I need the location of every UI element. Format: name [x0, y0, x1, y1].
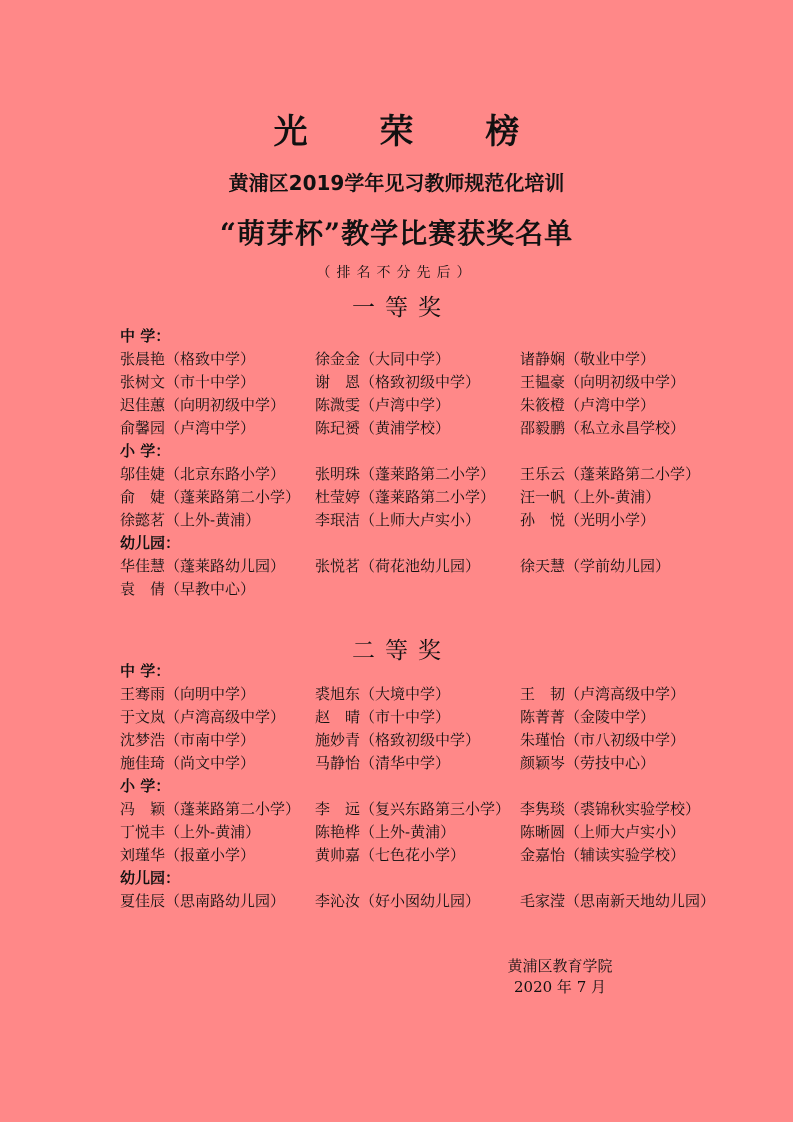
winner-entry: 施妙青（格致初级中学） [315, 731, 481, 749]
winner-entry: 沈梦浩（市南中学） [120, 731, 256, 749]
winner-entry: 金嘉怡（辅读实验学校） [520, 846, 686, 864]
table-row [120, 486, 760, 509]
issuing-organization: 黄浦区教育学院 [507, 957, 613, 975]
winner-entry: 陈艳桦（上外-黄浦） [315, 823, 456, 841]
table-row [120, 417, 760, 440]
winner-entry: 迟佳蕙（向明初级中学） [120, 396, 286, 414]
winner-entry: 王 韧（卢湾高级中学） [520, 685, 686, 703]
winner-entry: 冯 颖（蓬莱路第二小学） [120, 800, 301, 818]
winner-entry: 黄帅嘉（七色花小学） [315, 846, 466, 864]
winner-entry: 王乐云（蓬莱路第二小学） [520, 465, 701, 483]
winner-entry: 颜颖岑（劳技中心） [520, 754, 656, 772]
winner-entry: 刘瑾华（报童小学） [120, 846, 256, 864]
winner-entry: 赵 晴（市十中学） [315, 708, 451, 726]
winner-entry: 张晨艳（格致中学） [120, 350, 256, 368]
table-row [120, 844, 760, 867]
winner-entry: 毛家滢（思南新天地幼儿园） [520, 892, 716, 910]
winner-entry: 袁 倩（早教中心） [120, 580, 256, 598]
page-title: 光 荣 榜 [273, 112, 550, 152]
winner-entry: 张树文（市十中学） [120, 373, 256, 391]
winner-entry: 王骞雨（向明中学） [120, 685, 256, 703]
winner-entry: 俞馨园（卢湾中学） [120, 419, 256, 437]
second-prize-section [120, 660, 760, 913]
list-heading: “萌芽杯”教学比赛获奖名单 [219, 217, 574, 250]
winner-entry: 朱筱橙（卢湾中学） [520, 396, 656, 414]
category-label: 中 学： [120, 327, 171, 345]
issue-date: 2020 年 7 月 [513, 978, 607, 996]
winner-entry: 邵毅鹏（私立永昌学校） [520, 419, 686, 437]
winner-entry: 李珉洁（上师大卢实小） [315, 511, 481, 529]
table-row [120, 683, 760, 706]
winner-entry: 徐天慧（学前幼儿园） [520, 557, 671, 575]
table-row [120, 371, 760, 394]
category-label: 中 学： [120, 662, 171, 680]
second-prize-title: 二等奖 [352, 638, 451, 664]
first-prize-section [120, 325, 760, 601]
table-row [120, 555, 760, 578]
table-row [120, 729, 760, 752]
winner-entry: 邬佳婕（北京东路小学） [120, 465, 286, 483]
table-row [120, 821, 760, 844]
winner-entry: 谢 恩（格致初级中学） [315, 373, 481, 391]
winner-entry: 马静怡（清华中学） [315, 754, 451, 772]
table-row [120, 348, 760, 371]
table-row [120, 394, 760, 417]
winner-entry: 丁悦丰（上外-黄浦） [120, 823, 261, 841]
ranking-note: （排名不分先后） [316, 265, 477, 281]
winner-entry: 孙 悦（光明小学） [520, 511, 656, 529]
category-label: 幼儿园： [120, 534, 181, 552]
winner-entry: 张明珠（蓬莱路第二小学） [315, 465, 496, 483]
winner-entry: 徐懿茗（上外-黄浦） [120, 511, 261, 529]
winner-entry: 陈晰圆（上师大卢实小） [520, 823, 686, 841]
winner-entry: 施佳琦（尚文中学） [120, 754, 256, 772]
first-prize-title: 一等奖 [352, 295, 451, 321]
category-label: 小 学： [120, 777, 171, 795]
table-row [120, 463, 760, 486]
winner-entry: 杜莹婷（蓬莱路第二小学） [315, 488, 496, 506]
winner-entry: 陈溦雯（卢湾中学） [315, 396, 451, 414]
winner-entry: 汪一帆（上外-黄浦） [520, 488, 661, 506]
winner-entry: 李隽琰（裘锦秋实验学校） [520, 800, 701, 818]
category-label: 小 学： [120, 442, 171, 460]
winner-entry: 俞 婕（蓬莱路第二小学） [120, 488, 301, 506]
category-label: 幼儿园： [120, 869, 181, 887]
winner-entry: 诸静娴（敬业中学） [520, 350, 656, 368]
winner-entry: 王韫豪（向明初级中学） [520, 373, 686, 391]
winner-entry: 裘旭东（大境中学） [315, 685, 451, 703]
table-row [120, 706, 760, 729]
winner-entry [520, 578, 760, 601]
winner-entry: 李 远（复兴东路第三小学） [315, 800, 511, 818]
winner-entry: 李沁汝（好小囡幼儿园） [315, 892, 481, 910]
winner-entry [315, 578, 520, 601]
winner-entry: 夏佳辰（思南路幼儿园） [120, 892, 286, 910]
winner-entry: 朱瑾怡（市八初级中学） [520, 731, 686, 749]
table-row [120, 752, 760, 775]
page-subtitle: 黄浦区2019学年见习教师规范化培训 [228, 171, 565, 195]
table-row [120, 509, 760, 532]
winner-entry: 徐金金（大同中学） [315, 350, 451, 368]
table-row [120, 578, 760, 601]
winner-entry: 陈菁菁（金陵中学） [520, 708, 656, 726]
winner-entry: 于文岚（卢湾高级中学） [120, 708, 286, 726]
winner-entry: 陈玘赟（黄浦学校） [315, 419, 451, 437]
table-row [120, 798, 760, 821]
winner-entry: 张悦茗（荷花池幼儿园） [315, 557, 481, 575]
winner-entry: 华佳慧（蓬莱路幼儿园） [120, 557, 286, 575]
table-row [120, 890, 760, 913]
